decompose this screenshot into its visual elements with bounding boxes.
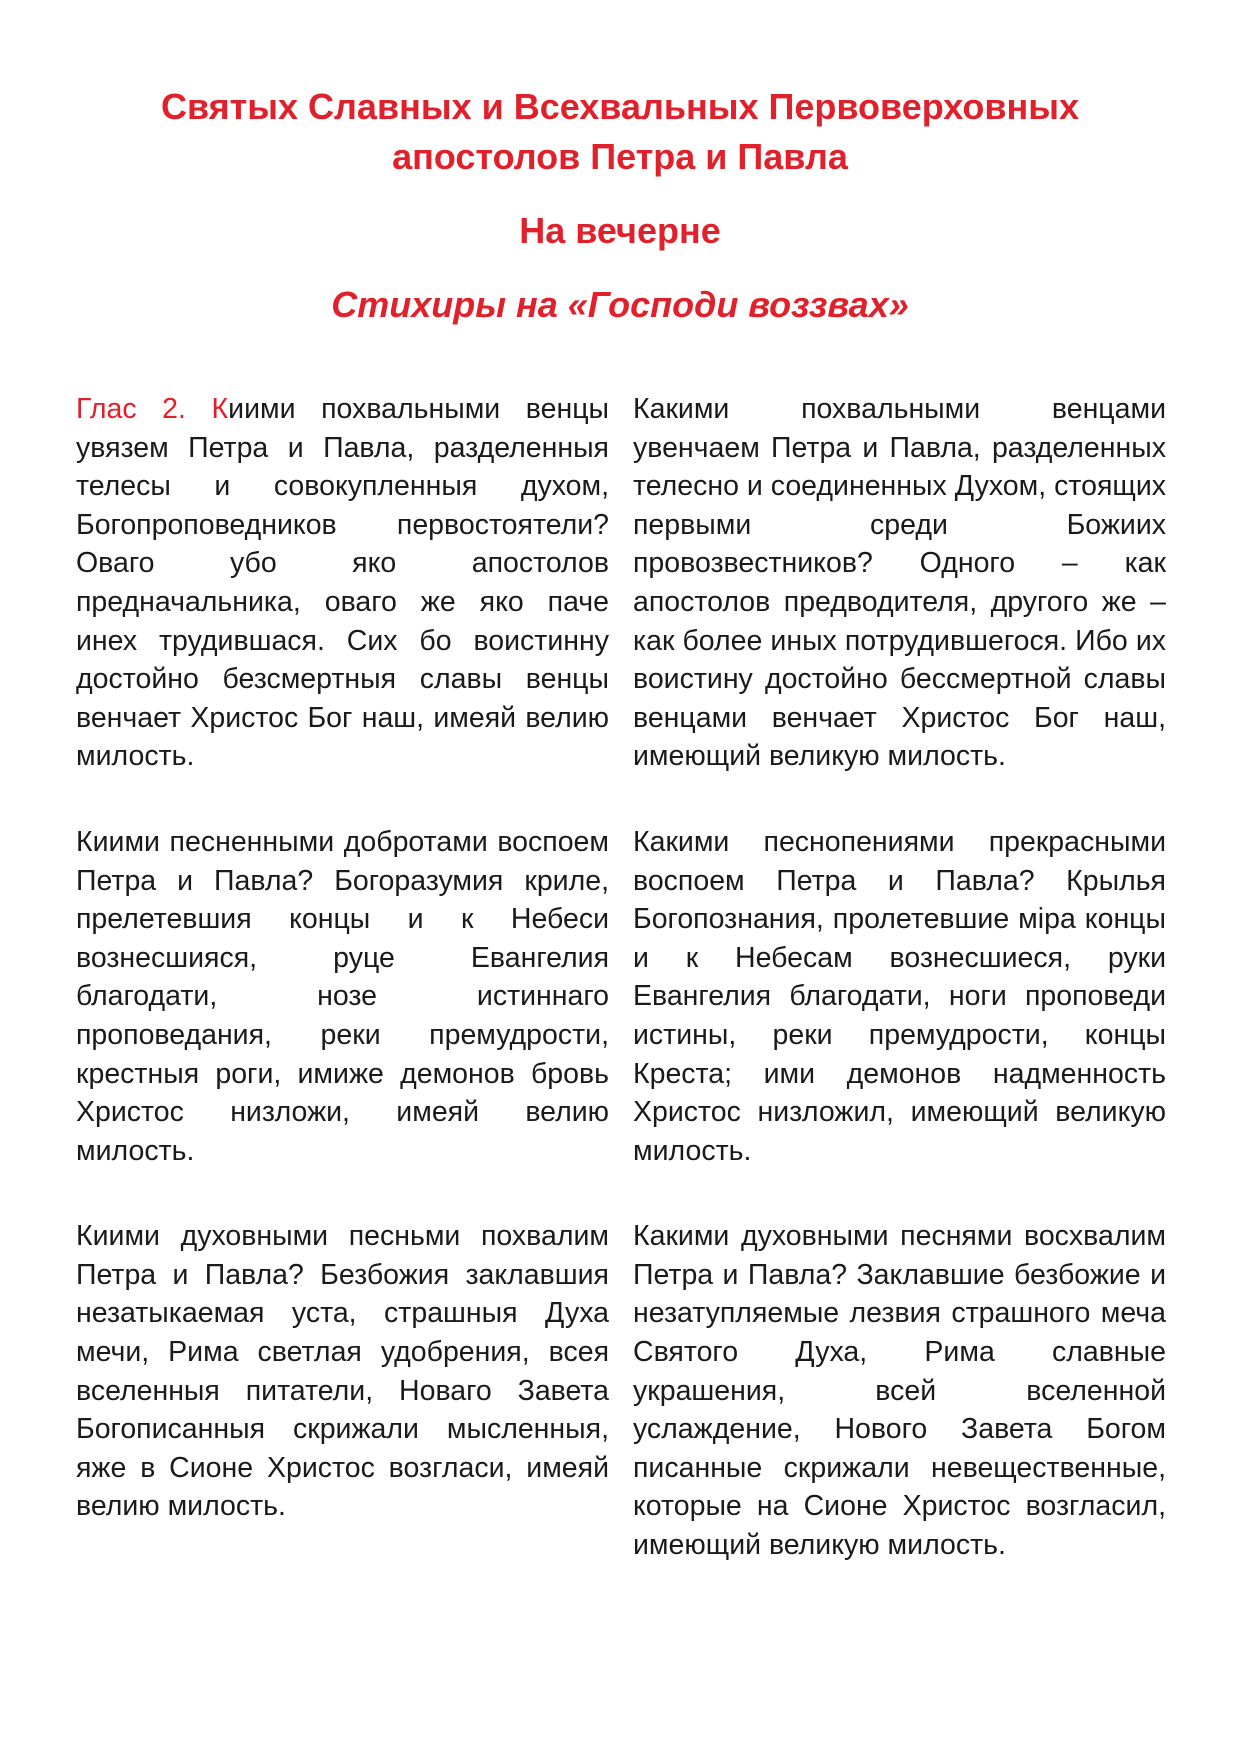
drop-initial: К [211, 393, 229, 425]
russian-translation [633, 390, 1166, 776]
page-header [0, 82, 1240, 330]
tone-label: Глас 2. [76, 393, 186, 425]
church-slavonic-text [76, 1217, 609, 1564]
stichera-columns [76, 390, 1166, 1612]
sticheron-row-1 [76, 390, 1166, 776]
church-slavonic-text [76, 823, 609, 1170]
sticheron-row-2 [76, 823, 1166, 1170]
sticheron-text: Киими песненными добротами воспоем Петра и Павла? Богоразумия криле, прелетевшия концы и к Небеси вознесшияся, руце Евангелия благодати, нозе истиннаго проповедания, реки премудрости, крестныя роги, имиже демонов бровь Христос низложи, имеяй велию милость. [76, 825, 609, 1167]
translation-text: Какими песнопениями прекрасными воспоем Петра и Павла? Крылья Богопознания, пролетевшие міра концы и к Небесам вознесшиеся, руки Евангелия благодати, ноги проповеди истины, реки премудрости, концы Креста; ими демонов надменность Христос низложил, имеющий великую милость. [633, 825, 1166, 1167]
church-slavonic-text [76, 390, 609, 776]
feast-title-line1: Святых Славных и Всехвальных Первоверховных [161, 86, 1079, 127]
translation-text: Какими духовными песнями восхвалим Петра и Павла? Заклавшие безбожие и незатупляемые лезвия страшного меча Святого Духа, Рима славные украшения, всей вселенной услаждение, Нового Завета Богом писанные скрижали невещественные, которые на Сионе Христос возгласил, имеющий великую милость. [633, 1220, 1166, 1562]
sticheron-text: иими похвальными венцы увязем Петра и Павла, разделенныя телесы и совокупленныя духом, Богопроповедников первостоятели? Оваго убо яко апостолов предначальника, оваго же яко паче инех трудившася. Сих бо воистинну достойно безсмертныя славы венцы венчает Христос Бог наш, имеяй велию милость. [76, 393, 610, 773]
translation-text: Какими похвальными венцами увенчаем Петра и Павла, разделенных телесно и соединенных Духом, стоящих первыми среди Божиих провозвестников? Одного – как апостолов предводителя, другого же – как более иных потрудившегося. Ибо их воистину достойно бессмертной славы венцами венчает Христос Бог наш, имеющий великую милость. [633, 393, 1166, 773]
russian-translation [633, 823, 1166, 1170]
section-heading: Стихиры на «Господи воззвах» [331, 284, 909, 325]
service-heading: На вечерне [519, 210, 721, 251]
sticheron-text: Киими духовными песньми похвалим Петра и Павла? Безбожия заклавшия незатыкаемая уста, страшныя Духа мечи, Рима светлая удобрения, всея вселенныя питатели, Новаго Завета Богописанныя скрижали мысленныя, яже в Сионе Христос возгласи, имеяй велию милость. [76, 1220, 609, 1523]
russian-translation [633, 1217, 1166, 1564]
sticheron-row-3 [76, 1217, 1166, 1564]
feast-title-line2: апостолов Петра и Павла [392, 136, 848, 177]
